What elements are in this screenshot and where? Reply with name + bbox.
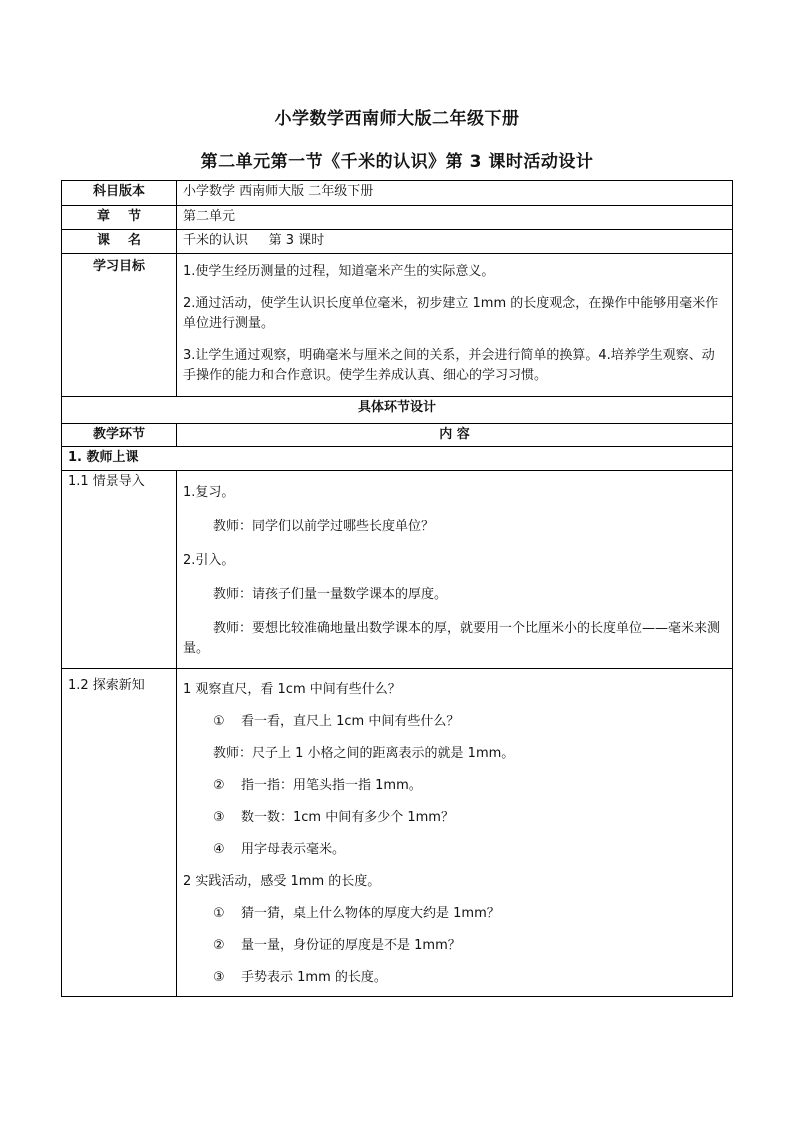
lesson-value: 千米的认识 第 3 课时	[177, 230, 733, 254]
row-lesson	[62, 230, 733, 254]
s12-step	[183, 936, 726, 956]
goal-item: 3.让学生通过观察，明确毫米与厘米之间的关系，并会进行简单的换算。4.培养学生观察、动手操作的能力和合作意识。使学生养成认真、细心的学习习惯。	[183, 348, 715, 383]
step-text: 量一量，身份证的厚度是不是 1mm？	[241, 938, 461, 953]
s12-label: 1.2 探索新知	[62, 669, 177, 997]
row-column-headers	[62, 424, 733, 447]
s12-line: 教师：尺子上 1 小格之间的距离表示的就是 1mm。	[213, 746, 515, 761]
s12-step	[183, 776, 726, 796]
s11-line: 2.引入。	[183, 553, 235, 568]
step-marker: ②	[213, 778, 225, 793]
step-marker: ③	[213, 970, 225, 985]
s11-content	[177, 471, 733, 669]
document-title: 小学数学西南师大版二年级下册	[274, 109, 520, 129]
row-chapter	[62, 206, 733, 230]
col-header-step: 教学环节	[62, 424, 177, 447]
step-text: 数一数：1cm 中间有多少个 1mm？	[241, 810, 454, 825]
s11-label: 1.1 情景导入	[62, 471, 177, 669]
row-section-title	[62, 397, 733, 424]
s12-content	[177, 669, 733, 997]
s12-step	[183, 712, 726, 732]
step-marker: ②	[213, 938, 225, 953]
s12-line: 2 实践活动，感受 1mm 的长度。	[183, 874, 381, 889]
s12-step	[183, 904, 726, 924]
goals-label: 学习目标	[62, 254, 177, 397]
edition-value: 小学数学 西南师大版 二年级下册	[177, 181, 733, 206]
row-s11	[62, 471, 733, 669]
s12-step	[183, 840, 726, 860]
s11-line: 1.复习。	[183, 485, 235, 500]
s12-step	[183, 968, 726, 988]
s11-line: 教师：请孩子们量一量数学课本的厚度。	[213, 587, 448, 602]
s12-line: 1 观察直尺，看 1cm 中间有些什么？	[183, 682, 401, 697]
chapter-label: 章 节	[62, 206, 177, 230]
document-subtitle: 第二单元第一节《千米的认识》第 3 课时活动设计	[200, 152, 594, 172]
step-text: 猜一猜，桌上什么物体的厚度大约是 1mm？	[241, 906, 500, 921]
row-goals	[62, 254, 733, 397]
edition-label: 科目版本	[62, 181, 177, 206]
step-text: 看一看，直尺上 1cm 中间有些什么？	[241, 714, 460, 729]
step-marker: ④	[213, 842, 225, 857]
s11-line: 教师：要想比较准确地量出数学课本的厚，就要用一个比厘米小的长度单位——毫米来测量。	[183, 621, 721, 656]
s12-step	[183, 808, 726, 828]
step-text: 手势表示 1mm 的长度。	[241, 970, 387, 985]
step-text: 用字母表示毫米。	[241, 842, 346, 857]
row-edition	[62, 181, 733, 206]
section-title: 具体环节设计	[62, 397, 733, 424]
step-text: 指一指：用笔头指一指 1mm。	[241, 778, 422, 793]
step-marker: ①	[213, 714, 225, 729]
lesson-label: 课 名	[62, 230, 177, 254]
lesson-table	[61, 180, 733, 997]
part1-title: 1. 教师上课	[62, 447, 733, 471]
s11-line: 教师：同学们以前学过哪些长度单位？	[213, 519, 435, 534]
col-header-content: 内 容	[177, 424, 733, 447]
chapter-value: 第二单元	[177, 206, 733, 230]
goal-item: 2.通过活动，使学生认识长度单位毫米，初步建立 1mm 的长度观念，在操作中能够用毫米作单位进行测量。	[183, 296, 719, 331]
step-marker: ③	[213, 810, 225, 825]
goals-cell	[177, 254, 733, 397]
row-s12	[62, 669, 733, 997]
goal-item: 1.使学生经历测量的过程，知道毫米产生的实际意义。	[183, 264, 495, 279]
row-part1	[62, 447, 733, 471]
step-marker: ①	[213, 906, 225, 921]
